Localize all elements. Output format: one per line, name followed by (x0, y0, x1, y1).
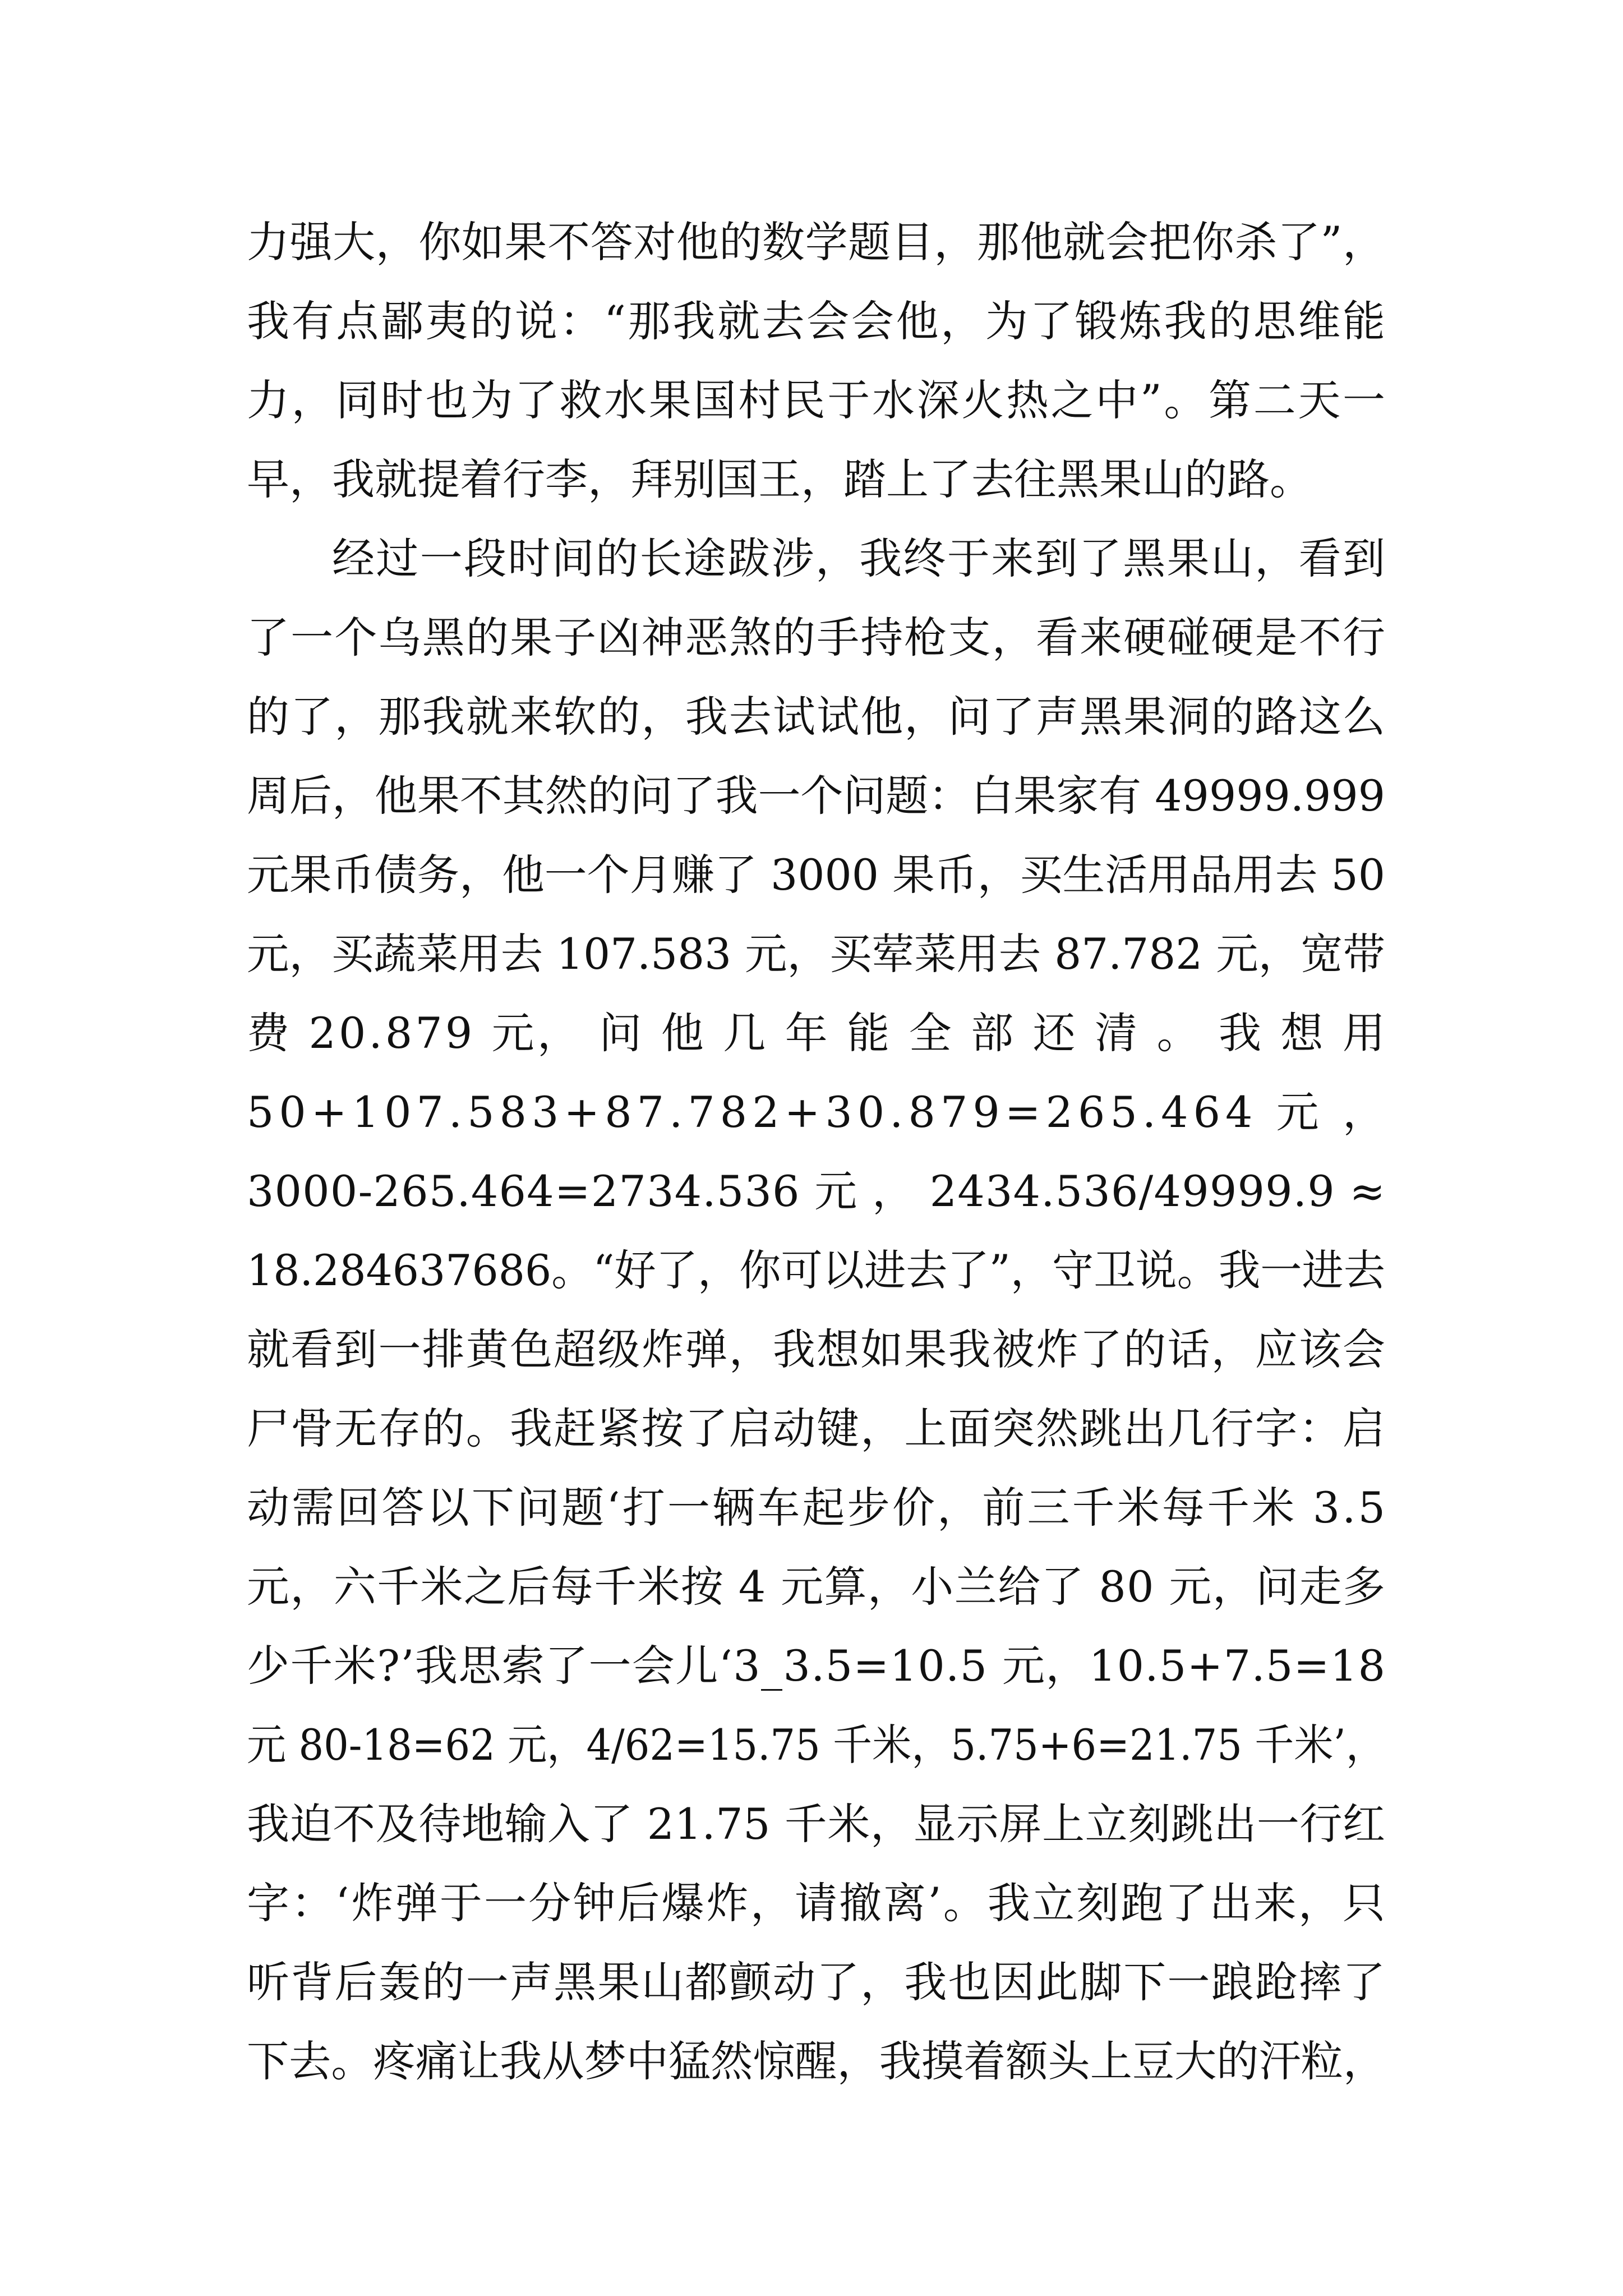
text-line: 下去。疼痛让我从梦中猛然惊醒，我摸着额头上豆大的汗粒， (247, 2036, 1385, 2086)
text-line: 力强大，你如果不答对他的数学题目，那他就会把你杀了”， (247, 217, 1386, 267)
text-line: 动需回答以下问题‘打一辆车起步价，前三千米每千米 3.5 (247, 1483, 1388, 1533)
paragraph-first-line: 经过一段时间的长途跋涉，我终于来到了黑果山，看到 (332, 533, 1387, 583)
text-line: 费 20.879 元， 问 他 几 年 能 全 部 还 清 。 我 想 用 (247, 1008, 1389, 1058)
text-line: 周后，他果不其然的问了我一个问题：白果家有 49999.999 (247, 771, 1385, 821)
text-line: 3000-265.464=2734.536 元 ， 2434.536/49999.9 ≈ (247, 1166, 1386, 1216)
text-line: 元果币债务，他一个月赚了 3000 果币，买生活用品用去 50 (247, 850, 1385, 900)
text-line: 元，六千米之后每千米按 4 元算，小兰给了 80 元，问走多 (247, 1562, 1386, 1612)
text-line: 力，同时也为了救水果国村民于水深火热之中”。第二天一 (247, 375, 1387, 425)
text-line: 的了，那我就来软的，我去试试他，问了声黑果洞的路这么 (247, 692, 1387, 742)
text-line: 我有点鄙夷的说：“那我就去会会他，为了锻炼我的思维能 (247, 296, 1387, 346)
text-line: 就看到一排黄色超级炸弹，我想如果我被炸了的话，应该会 (247, 1324, 1387, 1374)
text-line: 早，我就提着行李，拜别国王，踏上了去往黑果山的路。 (247, 454, 1312, 504)
text-line: 50+107.583+87.782+30.879=265.464 元 ， (247, 1087, 1391, 1137)
text-line: 了一个乌黑的果子凶神恶煞的手持枪支，看来硬碰硬是不行 (247, 613, 1387, 662)
text-line: 尸骨无存的。我赶紧按了启动键，上面突然跳出几行字：启 (247, 1404, 1387, 1453)
text-line: 我迫不及待地输入了 21.75 千米，显示屏上立刻跳出一行红 (247, 1799, 1386, 1849)
text-line: 元 80-18=62 元，4/62=15.75 千米，5.75+6=21.75 千米’， (247, 1720, 1385, 1770)
text-line: 字：‘炸弹于一分钟后爆炸，请撤离’。我立刻跑了出来，只 (247, 1878, 1387, 1928)
text-line: 少千米?’我思索了一会儿‘3_3.5=10.5 元，10.5+7.5=18 (247, 1641, 1386, 1691)
text-line: 元，买蔬菜用去 107.583 元，买荤菜用去 87.782 元，宽带 (247, 929, 1385, 979)
text-line: 18.284637686。“好了，你可以进去了”，守卫说。我一进去 (247, 1245, 1385, 1295)
text-line: 听背后轰的一声黑果山都颤动了，我也因此脚下一踉跄摔了 (247, 1957, 1387, 2007)
